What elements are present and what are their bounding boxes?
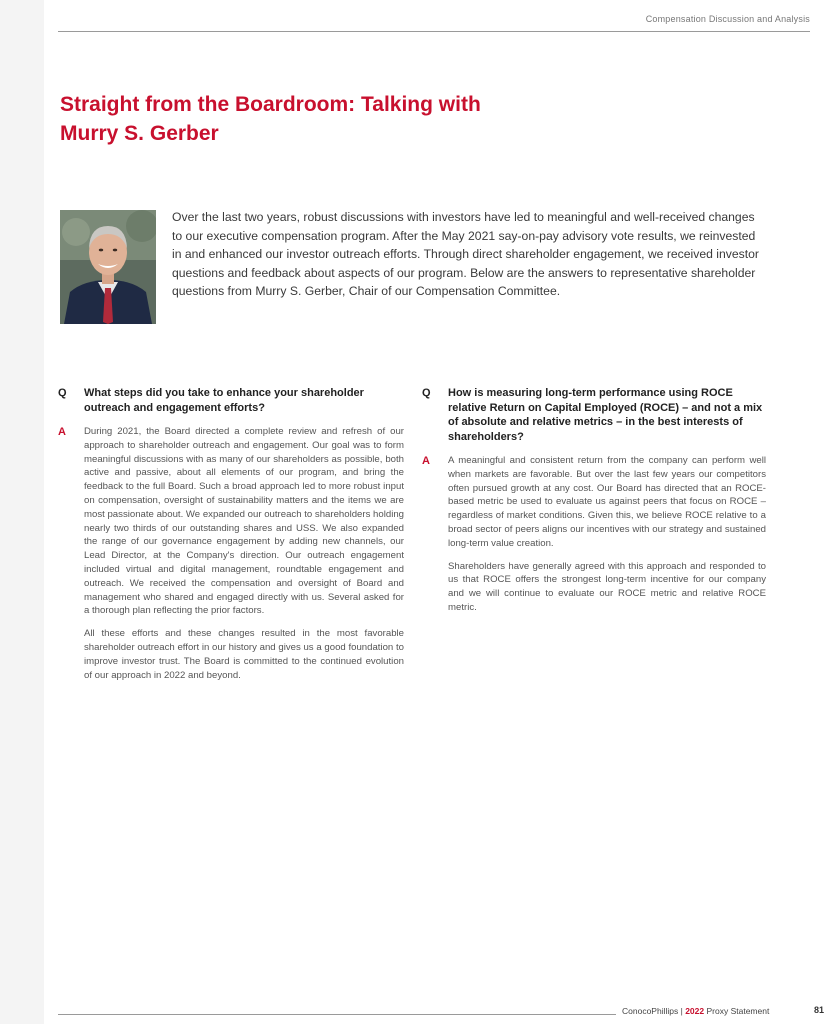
question-block [422, 386, 766, 444]
page-number: 81 [813, 1005, 824, 1015]
article-title [60, 90, 660, 148]
answer-paragraph: During 2021, the Board directed a complete review and refresh of our approach to shareholder outreach and engagement. Our goal was to form meaningful discussions with as many of our shareholders as possible, both active and passive, about all elements of our program, and bring the feedback to the full Board. Such a broad approach led to more robust input on compensation, oversight of sustainability matters and the items we are most passionate about. We expanded our outreach to shareholders holding nearly two thirds of our outstanding shares and USS. We also expanded the range of our governance engagement by adding new channels, our Lead Director, at the Company's direction. Our outreach engagement included virtual and digital management, roundtable engagement and outreach. We received the compensation and oversight of Board and management who shared and engaged directly with us. Several asked for a thorough plan reflecting the prior factors. [84, 426, 404, 617]
title-line-1: Straight from the Boardroom: Talking with [60, 93, 481, 116]
footer-doc-name: Proxy Statement [706, 1006, 770, 1016]
footer-company: ConocoPhillips [622, 1006, 679, 1016]
portrait-photo [60, 210, 156, 324]
answer-marker: A [422, 455, 430, 467]
qa-column-left [58, 386, 404, 701]
question-block [58, 386, 404, 415]
title-line-2: Murry S. Gerber [60, 122, 219, 145]
footer-separator: | [680, 1006, 683, 1016]
footer-divider [58, 1014, 616, 1015]
answer-marker: A [58, 426, 66, 438]
section-header: Compensation Discussion and Analysis [645, 14, 810, 24]
header-divider [58, 31, 810, 32]
question-marker: Q [58, 387, 67, 399]
question-marker: Q [422, 387, 431, 399]
qa-column-right [422, 386, 766, 634]
answer-block [422, 454, 766, 624]
question-text: What steps did you take to enhance your shareholder outreach and engagement efforts? [84, 387, 364, 414]
answer-text [448, 454, 766, 624]
question-text: How is measuring long-term performance using ROCE relative Return on Capital Employed (ROCE) – and not a mix of absolute and relative metrics – in the best interests of shareholders? [448, 387, 763, 443]
footer-year: 2022 [685, 1006, 705, 1016]
answer-paragraph: A meaningful and consistent return from the company can perform well when markets are favorable. But over the last few years our competitors often pursued growth at any cost. Our Board has directed that an ROCE-based metric be used to evaluate us against peers that focus on ROCE – regardless of market conditions. Given this, we believe ROCE relative to a broad sector of peers aligns our incentives with our strategy and sustained long-term value creation. [448, 455, 766, 549]
footer-doc-title [622, 1006, 769, 1016]
answer-paragraph: Shareholders have generally agreed with this approach and responded to us that ROCE offers the strongest long-term incentive for our company and we will continue to evaluate our ROCE metric and relative ROCE metric. [448, 560, 766, 613]
answer-text [84, 425, 404, 691]
answer-paragraph: All these efforts and these changes resulted in the most favorable shareholder outreach effort in our history and gives us a good foundation to improve investor trust. The Board is committed to the continued evolution of our approach in 2022 and beyond. [84, 628, 404, 681]
portrait-illustration [60, 210, 156, 324]
intro-paragraph: Over the last two years, robust discussions with investors have led to meaningful and well-received changes to our executive compensation program. After the May 2021 say-on-pay advisory vote results, we reinvested in and enhanced our investor outreach efforts. Through direct shareholder engagement, we received investor questions and feedback about aspects of our program. Below are the answers to representative shareholder questions from Murry S. Gerber, Chair of our Compensation Committee. [172, 210, 759, 298]
answer-block [58, 425, 404, 691]
